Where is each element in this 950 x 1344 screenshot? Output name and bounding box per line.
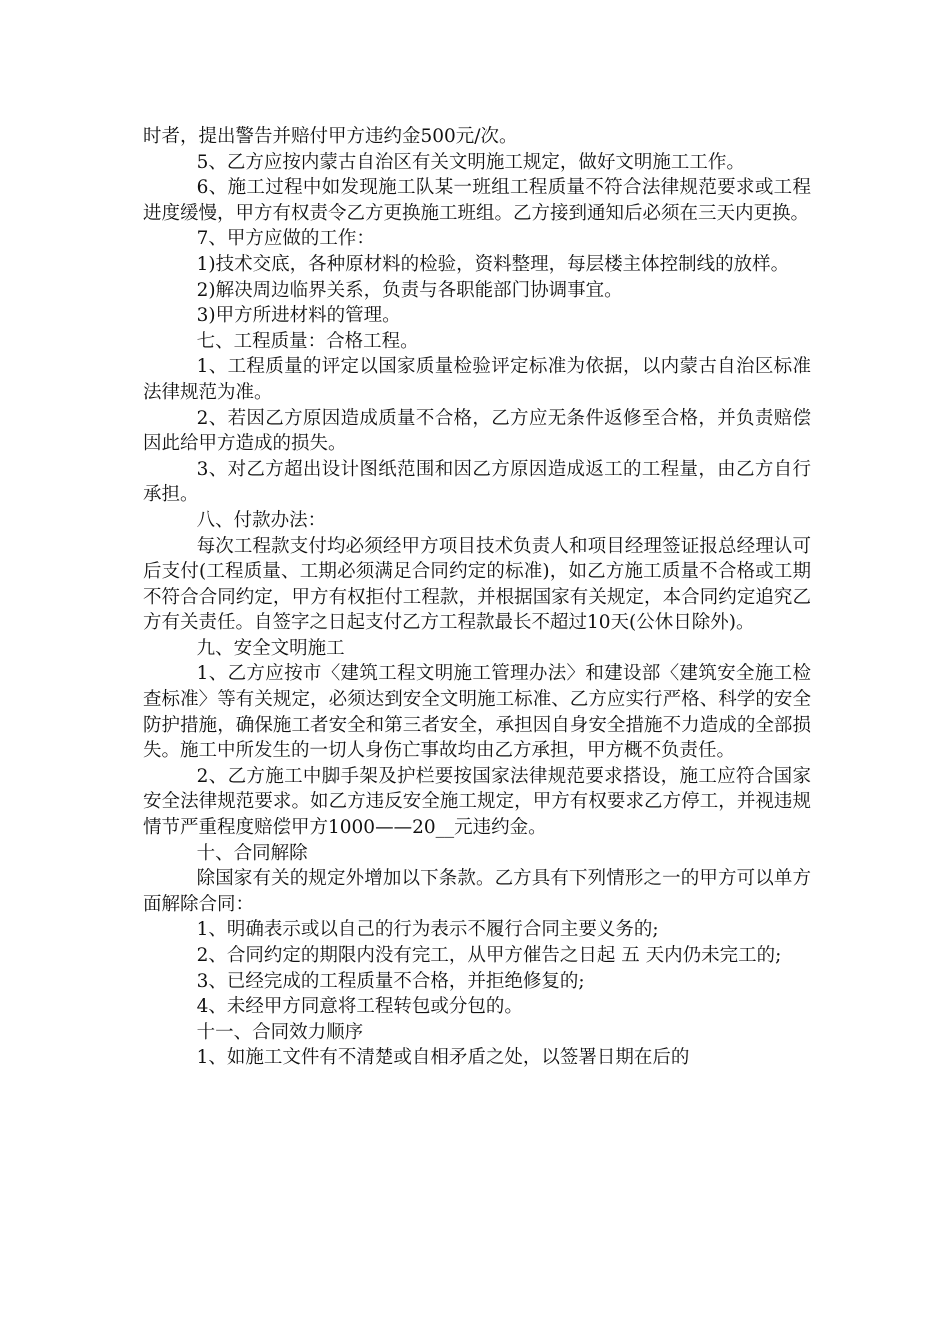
paragraph: 7、甲方应做的工作： [196, 228, 375, 250]
paragraph: 1)技术交底，各种原材料的检验，资料整理，每层楼主体控制线的放样。 [196, 253, 790, 275]
section-heading: 七、工程质量：合格工程。 [196, 330, 419, 352]
paragraph: 2、合同约定的期限内没有完工，从甲方催告之日起 五 天内仍未完工的; [196, 945, 782, 966]
paragraph: 3)甲方所进材料的管理。 [196, 305, 401, 327]
paragraph: 6、施工过程中如发现施工队某一班组工程质量不符合法律规范要求或工程进度缓慢，甲方有权责令乙方更换施工班组。乙方接到通知后必须在三天内更换。 [143, 177, 811, 224]
section-heading: 十、合同解除 [196, 842, 308, 864]
paragraph: 1、如施工文件有不清楚或自相矛盾之处，以签署日期在后的 [196, 1047, 690, 1069]
paragraph: 4、未经甲方同意将工程转包或分包的。 [196, 996, 523, 1018]
paragraph: 2、若因乙方原因造成质量不合格，乙方应无条件返修至合格，并负责赔偿因此给甲方造成的损失。 [143, 407, 811, 455]
section-heading: 九、安全文明施工 [196, 637, 345, 659]
paragraph: 除国家有关的规定外增加以下条款。乙方具有下列情形之一的甲方可以单方面解除合同： [143, 868, 811, 915]
paragraph: 2)解决周边临界关系，负责与各职能部门协调事宜。 [196, 279, 623, 301]
paragraph: 3、对乙方超出设计图纸范围和因乙方原因造成返工的工程量，由乙方自行承担。 [143, 458, 811, 506]
section-heading: 八、付款办法： [196, 509, 327, 531]
paragraph: 1、明确表示或以自己的行为表示不履行合同主要义务的; [196, 919, 659, 941]
paragraph: 时者，提出警告并赔付甲方违约金500元/次。 [143, 126, 518, 147]
document-body [143, 124, 811, 1071]
paragraph: 3、已经完成的工程质量不合格，并拒绝修复的; [196, 970, 585, 992]
paragraph: 2、乙方施工中脚手架及护栏要按国家法律规范要求搭设，施工应符合国家安全法律规范要求。如乙方违反安全施工规定，甲方有权要求乙方停工，并视违规情节严重程度赔偿甲方1000——20__元违约金。 [143, 765, 811, 839]
paragraph: 5、乙方应按内蒙古自治区有关文明施工规定，做好文明施工工作。 [196, 151, 745, 173]
paragraph: 每次工程款支付均必须经甲方项目技术负责人和项目经理签证报总经理认可后支付(工程质量、工期必须满足合同约定的标准)，如乙方施工质量不合格或工期不符合合同约定，甲方有权拒付工程款，并根据国家有关规定，本合同约定追究乙方有关责任。自签字之日起支付乙方工程款最长不超过10天(公休日除外)。 [143, 535, 811, 634]
paragraph: 1、乙方应按市〈建筑工程文明施工管理办法〉和建设部〈建筑安全施工检查标准〉等有关规定，必须达到安全文明施工标准、乙方应实行严格、科学的安全防护措施，确保施工者安全和第三者安全，承担因自身安全措施不力造成的全部损失。施工中所发生的一切人身伤亡事故均由乙方承担，甲方概不负责任。 [143, 663, 811, 762]
section-heading: 十一、合同效力顺序 [196, 1021, 364, 1043]
paragraph: 1、工程质量的评定以国家质量检验评定标准为依据，以内蒙古自治区标准法律规范为准。 [143, 356, 811, 403]
